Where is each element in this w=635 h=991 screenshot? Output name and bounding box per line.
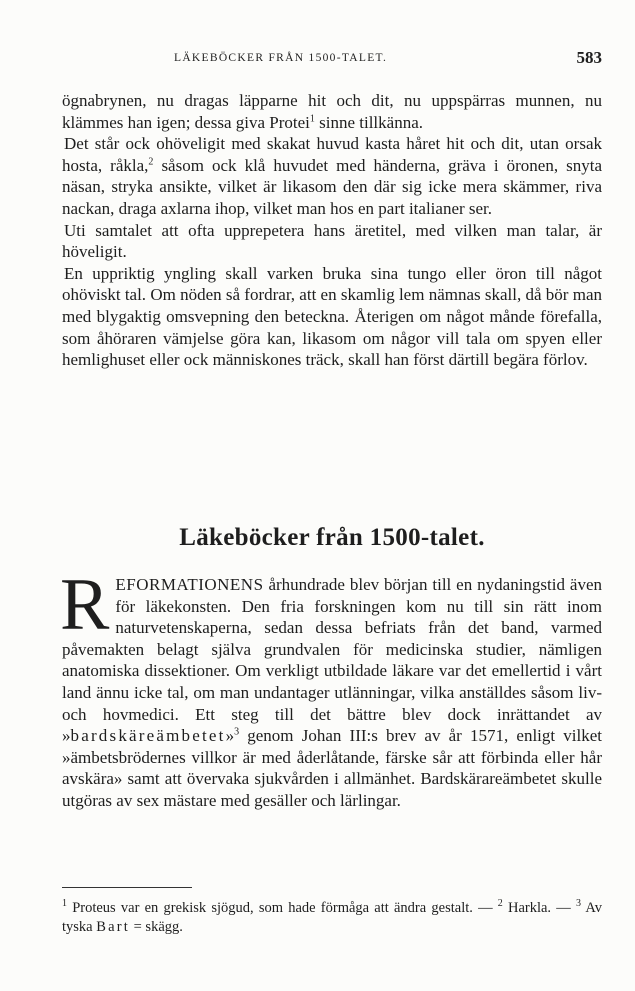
paragraph-1 bbox=[62, 90, 602, 133]
footnotes bbox=[62, 899, 602, 937]
page-header bbox=[62, 48, 602, 72]
section-text-b: genom Johan III:s brev av år 1571, enligt vilket »ämbetsbrödernes villkor är med åderlåtande, färske sår att förbinda eller hår avskära» samt att övervaka sjukvården i allmänhet. Bardskärareämbetet skulle utgöras av sex mästare med gesäller och lärlingar. bbox=[62, 726, 602, 810]
paragraph-3: Uti samtalet att ofta upprepetera hans äretitel, med vilken man talar, är höveligit. bbox=[62, 220, 602, 262]
section-heading: Läkeböcker från 1500-talet. bbox=[179, 524, 485, 551]
paragraph-1-text: ögnabrynen, nu dragas läpparne hit och dit, nu uppspärras munnen, nu klämmes han igen; dessa giva Protei bbox=[62, 91, 602, 132]
footnote-ref-3: 3 bbox=[234, 726, 240, 738]
book-page bbox=[62, 0, 602, 991]
paragraph-2-text-a: Det står ock ohöveligit med skakat huvud kasta håret hit och dit, utan orsak hosta, råkla, bbox=[62, 134, 602, 175]
running-head: LÄKEBÖCKER FRÅN 1500-TALET. bbox=[174, 52, 388, 64]
section-body bbox=[60, 564, 602, 812]
footnote-2: Harkla. — bbox=[502, 900, 576, 916]
footnote-divider bbox=[62, 887, 192, 888]
paragraph-4: En uppriktig yngling skall varken bruka sina tungo eller öron till något ohöviskt tal. Om nöden så fordrar, att en skamlig lem nämnas skall, då bör man med blygaktig omsvepning den beteckna. Återigen om något månde förefalla, som åhöraren vämjelse göra kan, likasom om någor vill tala om spyen eller hemlighuset eller ock människones träck, skall han först därtill begära förlov. bbox=[62, 263, 602, 370]
paragraph-2-text-b: såsom ock klå huvudet med händerna, gräva i öronen, snyta näsan, stryka ansikte, vilket är likasom den där sig icke mera skämmer, riva nackan, draga axlarna ihop, vilket man hos en part italianer ser. bbox=[62, 155, 603, 218]
drop-cap: R bbox=[60, 564, 110, 646]
footnote-ref-1: 1 bbox=[309, 112, 315, 124]
section-quote-close: » bbox=[225, 726, 235, 746]
section-paragraph bbox=[60, 564, 602, 812]
section-text-a: århundrade blev början till en nydaningstid även för läkekonsten. Den fria forskningen kom nu till sin rätt inom naturvetenskaperna, sedan dessa befriats från det band, varmed påvemakten belagt själva grundvalen för medicinska studier, nämligen anatomiska dissektioner. Om verkligt utbildade läkare var det emellertid i vårt land ännu icke tal, om man undantager utlänningar, vilka anställdes såsom liv- och hovmedici. Ett steg till det bättre blev dock inrättandet av » bbox=[62, 575, 602, 746]
footnote-3: Av tyska bbox=[62, 900, 602, 935]
section-first-word: EFORMATIONENS bbox=[115, 575, 264, 594]
footnote-mark-3: 3 bbox=[575, 898, 581, 910]
footnote-ref-2: 2 bbox=[148, 156, 154, 168]
body-text bbox=[62, 90, 602, 371]
page-number: 583 bbox=[576, 48, 602, 67]
spaced-term: bardskäreämbetet bbox=[70, 726, 226, 746]
footnote-mark-1: 1 bbox=[62, 898, 67, 910]
footnote-1: Proteus var en grekisk sjögud, som hade förmåga att ändra gestalt. — bbox=[67, 900, 498, 916]
paragraph-2 bbox=[62, 133, 602, 219]
footnote-3-end: = skägg. bbox=[130, 919, 183, 935]
footnote-3-term: Bart bbox=[96, 919, 130, 935]
footnote-mark-2: 2 bbox=[497, 898, 503, 910]
paragraph-1-end: sinne tillkänna. bbox=[314, 112, 423, 132]
